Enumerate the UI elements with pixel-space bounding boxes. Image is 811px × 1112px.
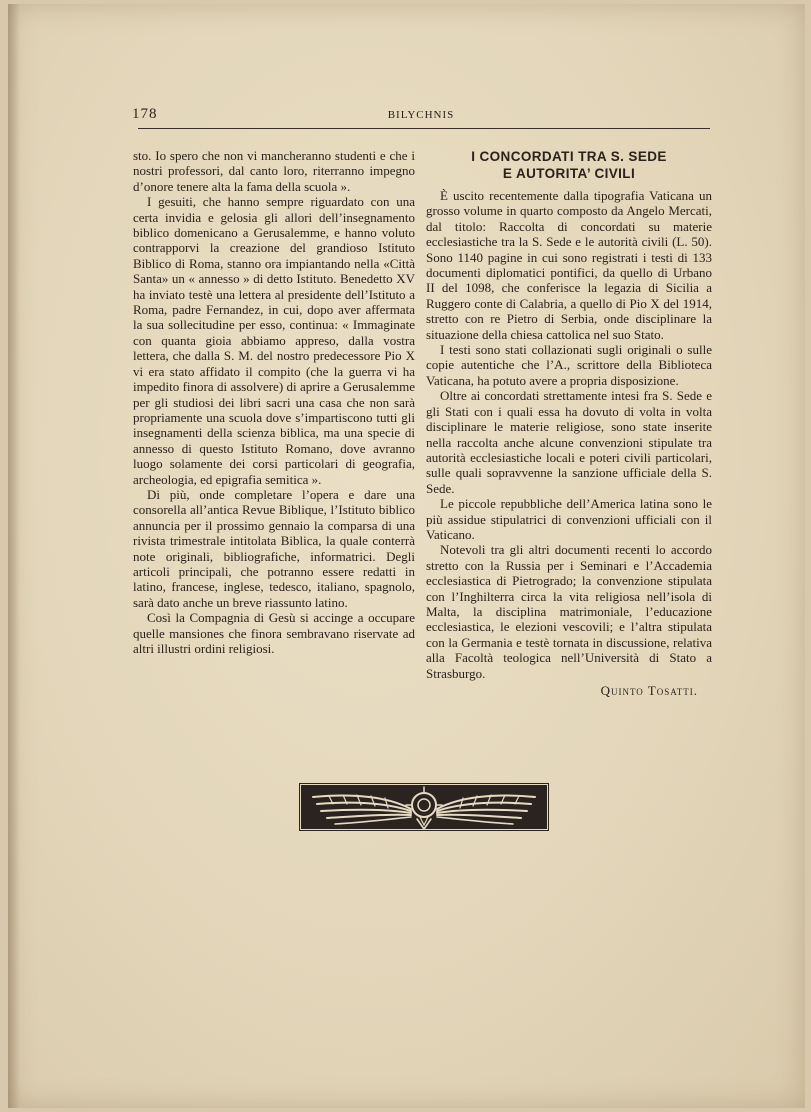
article-title-line: E AUTORITA’ CIVILI [502,166,636,181]
paragraph: Oltre ai concordati strettamente intesi fra S. Sede e gli Stati con i quali essa ha dovuto di volta in volta disciplinare le materie religiose, sono state inserite nella raccolta anche alcune convenzioni stipulate tra autorità ecclesiastiche locali e poteri civili particolari, sulle quali sopravvenne la sanzione ufficiale della S. Sede. [426,388,712,496]
paragraph: sto. Io spero che non vi mancheranno studenti e che i nostri professori, dal canto loro, riterranno impegno d’onore tenere alta la fama della scuola ». [133,148,415,194]
paragraph: I gesuiti, che hanno sempre riguardato con una certa invidia e gelosia gli allori dell’insegnamento biblico domenicano a Gerusalemme, e hanno voluto contrapporvi la creazione del grandioso Istituto Biblico di Roma, stanno ora impiantando nella «Città Santa» un « annesso » di detto Istituto. Benedetto XV ha inviato testè una lettera al presidente dell’Istituto a Roma, padre Fernandez, in cui, dopo aver affermata la sua sollecitudine per esso, continua: « Immaginate con quanta gioia abbiamo appreso, dalla vostra lettera, che dalla S. M. del nostro predecessore Pio X vi era stato affidato il compito (che la guerra vi ha impedito finora di assolvere) di aprire a Gerusalemme per gli studiosi dei libri sacri una casa che non sarà propriamente una scuola dove s’impartiscono tutti gli insegnamenti della scienza biblica, ma una specie di annesso di questo Istituto Romano, dove avranno luogo solamente dei corsi particolari di geografia, archeologia, ed epigrafia semitica ». [133,194,415,487]
paragraph: Di più, onde completare l’opera e dare una consorella all’antica Revue Biblique, l’Istituto biblico annuncia per il prossimo gennaio la comparsa di una rivista trimestrale intitolata Biblica, la quale conterrà note originali, bibliografiche, informatrici. Degli articoli principali, che potranno essere redatti in latino, francese, inglese, tedesco, italiano, spagnolo, sarà dato anche un breve riassunto latino. [133,486,415,610]
paragraph: Le piccole repubbliche dell’America latina sono le più assidue stipulatrici di convenzioni ufficiali con il Vaticano. [426,496,712,542]
left-column [133,148,415,656]
paragraph: I testi sono stati collazionati sugli originali o sulle copie autentiche che l’A., scrittore della Biblioteca Vaticana, ha potuto avere a propria disposizione. [426,342,712,388]
winged-ornament-icon [299,783,549,831]
article-title [426,148,712,182]
author-signature: Quinto Tosatti. [600,683,698,698]
right-column [426,148,712,698]
page-header [132,106,710,130]
article-title-line: I CONCORDATI TRA S. SEDE [471,149,667,164]
header-rule [138,128,710,129]
page-number: 178 [132,106,158,122]
binding-shadow [8,4,20,1108]
paragraph: È uscito recentemente dalla tipografia Vaticana un grosso volume in quarto composto da Angelo Mercati, dal titolo: Raccolta di concordati su materie ecclesiastiche tra la S. Sede e le autorità civili (L. 50). Sono 1140 pagine in cui sono registrati i testi di 133 documenti diplomatici pontifici, da quello di Urbano II del 1098, che conferisce la legazia di Sicilia a Ruggero conte di Calabria, a quello di Pio X del 1914, stretto con re Pietro di Serbia, onde disciplinare la situazione della chiesa cattolica nel suo Stato. [426,188,712,342]
running-head: BILYCHNIS [387,109,455,121]
paragraph: Così la Compagnia di Gesù si accinge a occupare quelle mansiones che finora sembravano riservate ad altri illustri ordini religiosi. [133,610,415,656]
paragraph: Notevoli tra gli altri documenti recenti lo accordo stretto con la Russia per i Seminari e l’Accademia ecclesiastica di Pietrogrado; la convenzione stipulata con l’Inghilterra circa la vita religiosa nell’isola di Malta, la disciplina matrimoniale, l’educazione ecclesiastica, le elezioni vescovili; e l’altra stipulata con la Germania e testè tornata in discussione, relativa alla Facoltà teologica nell’Università di Stato a Strasburgo. [426,542,712,681]
